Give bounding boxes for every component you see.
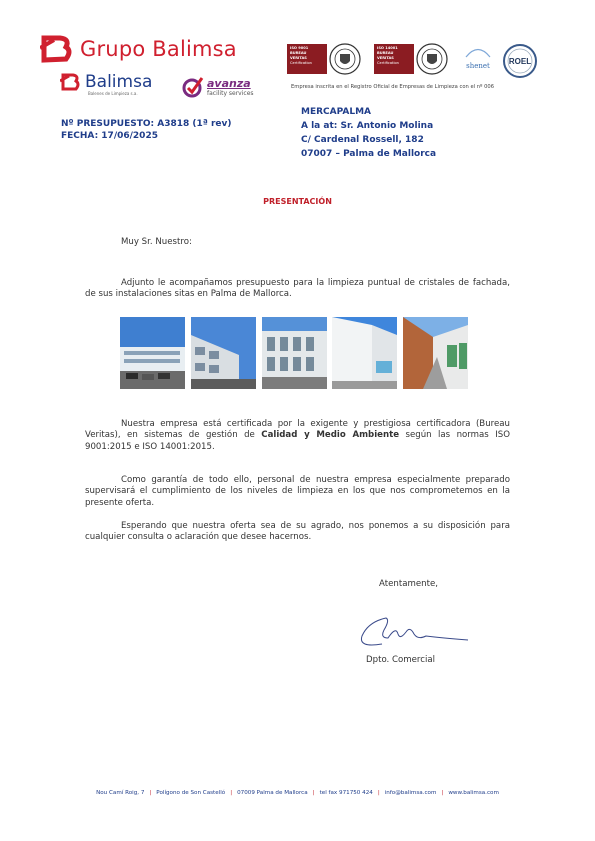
- balimsa-small-b-icon: [60, 72, 82, 92]
- paragraph-certification: [85, 419, 510, 453]
- recipient-attention: A la at: Sr. Antonio Molina: [301, 121, 434, 131]
- balimsa-b-icon: [40, 34, 74, 64]
- paragraph-guarantee-text: Como garantía de todo ello, personal de nuestra empresa especialmente preparado supervisará el cumplimiento de los niveles de limpieza en los que nos comprometemos en la presente oferta.: [85, 475, 510, 508]
- footer-web[interactable]: www.balimsa.com: [448, 790, 499, 796]
- facility-photo-4: [332, 317, 397, 389]
- avanza-logo: [182, 76, 254, 98]
- recipient-address: [301, 105, 436, 161]
- paragraph-closing-text: Esperando que nuestra oferta sea de su agrado, nos ponemos a su disposición para cualquier consulta o aclaración que desee hacernos.: [85, 521, 510, 543]
- cert2-line1: ISO 14001: [377, 46, 398, 50]
- document-title: PRESENTACIÓN: [263, 197, 332, 206]
- facility-photo-2: [191, 317, 256, 389]
- paragraph-intro: [85, 278, 510, 301]
- recipient-company: MERCAPALMA: [301, 107, 371, 117]
- cert2-line3: Certification: [377, 60, 399, 65]
- budget-info: [61, 118, 232, 142]
- footer: Nou Camí Roig, 7 | Polígono de Son Castelló | 07009 Palma de Mallorca | tel fax 971750 424 | info@balimsa.com | www.balimsa.com: [96, 790, 499, 796]
- bureau-veritas-iso9001-badge: [287, 42, 369, 76]
- roel-label: ROEL: [508, 57, 532, 66]
- facility-photo-5: [403, 317, 468, 389]
- cert2-line2: BUREAU VERITAS: [377, 50, 394, 60]
- avanza-check-icon: [182, 76, 204, 98]
- footer-address: Nou Camí Roig, 7: [96, 790, 145, 796]
- cert1-line3: Certification: [290, 60, 312, 65]
- roel-circle-icon: [502, 43, 538, 79]
- recipient-street: C/ Cardenal Rossell, 182: [301, 135, 424, 145]
- facility-photo-3: [262, 317, 327, 389]
- footer-email[interactable]: info@balimsa.com: [384, 790, 437, 796]
- facility-photo-1: [120, 317, 185, 389]
- cert1-line1: ISO 9001: [290, 46, 309, 50]
- shenet-logo: [462, 43, 494, 79]
- avanza-word: avanza: [207, 76, 251, 90]
- paragraph-cert-bold: Calidad y Medio Ambiente: [261, 430, 400, 441]
- sub-brand-name: Balimsa: [85, 72, 153, 92]
- grupo-balimsa-logo: [40, 34, 237, 64]
- paragraph-closing: [85, 521, 510, 544]
- budget-number: Nº PRESUPUESTO: A3818 (1ª rev): [61, 119, 232, 129]
- department-signoff: Dpto. Comercial: [366, 655, 436, 665]
- shenet-arc-icon: [462, 44, 494, 58]
- salutation: Muy Sr. Nuestro:: [121, 237, 192, 247]
- registry-text: Empresa inscrita en el Registro Oficial de Empresas de Limpieza con el nº 006: [291, 84, 495, 90]
- avanza-subtitle: facility services: [207, 89, 254, 97]
- bureau-veritas-seal-icon: [416, 43, 448, 75]
- budget-date: FECHA: 17/06/2025: [61, 131, 158, 141]
- sub-brand-tagline: Balenes de Limpieza s.a.: [88, 91, 138, 96]
- paragraph-guarantee: [85, 475, 510, 509]
- balimsa-logo: [60, 72, 152, 96]
- paragraph-cert-text-b: según las normas ISO 9001:2015 e ISO 14001:2015.: [85, 430, 510, 452]
- paragraph-cert-text-a: Nuestra empresa está certificada por la exigente y prestigiosa certificadora (Bureau Veritas), en sistemas de gestión de: [85, 419, 510, 441]
- closing-greeting: Atentamente,: [379, 579, 438, 589]
- cert1-line2: BUREAU VERITAS: [290, 50, 307, 60]
- roel-logo: [502, 43, 538, 79]
- footer-phone: tel fax 971750 424: [319, 790, 373, 796]
- brand-name: Grupo Balimsa: [80, 37, 237, 61]
- footer-city: 07009 Palma de Mallorca: [237, 790, 308, 796]
- bureau-veritas-seal-icon: [329, 43, 361, 75]
- signature: [352, 608, 482, 652]
- recipient-city: 07007 – Palma de Mallorca: [301, 149, 437, 159]
- bureau-veritas-iso14001-badge: [374, 42, 456, 76]
- shenet-label: shenet: [466, 62, 490, 70]
- paragraph-intro-text: Adjunto le acompañamos presupuesto para la limpieza puntual de cristales de fachada, de sus instalaciones sitas en Palma de Mallorca.: [85, 278, 510, 300]
- footer-area: Polígono de Son Castelló: [156, 790, 226, 796]
